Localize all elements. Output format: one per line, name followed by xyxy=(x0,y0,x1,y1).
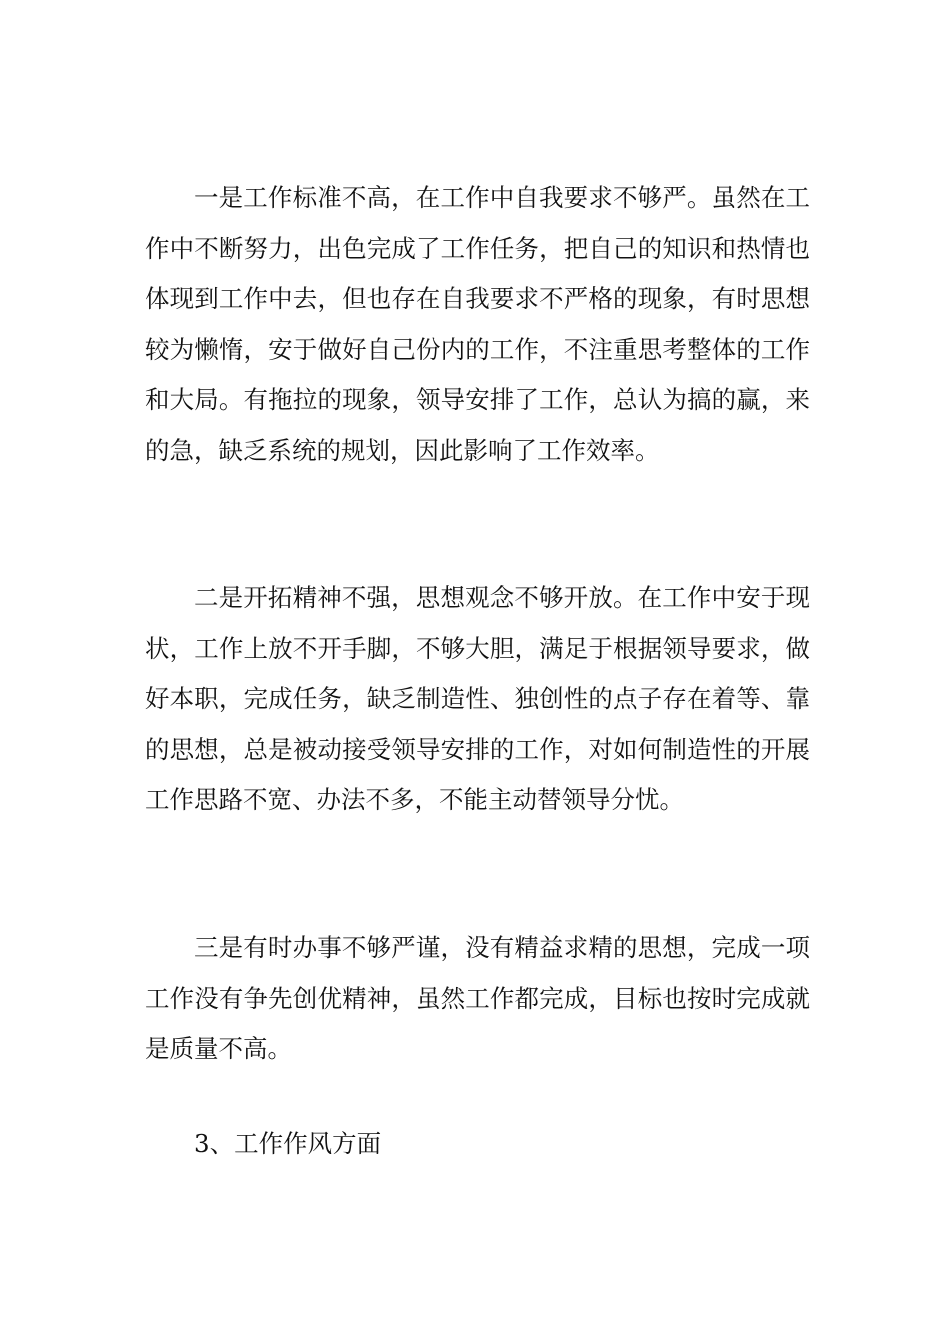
paragraph-work-standards: 一是工作标准不高，在工作中自我要求不够严。虽然在工作中不断努力，出色完成了工作任务，把自己的知识和热情也体现到工作中去，但也存在自我要求不严格的现象，有时思想较为懒惰，安于做好自己份内的工作，不注重思考整体的工作和大局。有拖拉的现象，领导安排了工作，总认为搞的赢，来的急，缺乏系统的规划，因此影响了工作效率。 xyxy=(145,183,810,465)
paragraph-rigor: 三是有时办事不够严谨，没有精益求精的思想，完成一项工作没有争先创优精神，虽然工作都完成，目标也按时完成就是质量不高。 xyxy=(145,933,810,1063)
section-heading-work-style: 3、工作作风方面 xyxy=(194,1129,382,1158)
paragraph-pioneering-spirit: 二是开拓精神不强，思想观念不够开放。在工作中安于现状，工作上放不开手脚，不够大胆，满足于根据领导要求，做好本职，完成任务，缺乏制造性、独创性的点子存在着等、靠的思想，总是被动接受领导安排的工作，对如何制造性的开展工作思路不宽、办法不多，不能主动替领导分忧。 xyxy=(145,583,810,814)
